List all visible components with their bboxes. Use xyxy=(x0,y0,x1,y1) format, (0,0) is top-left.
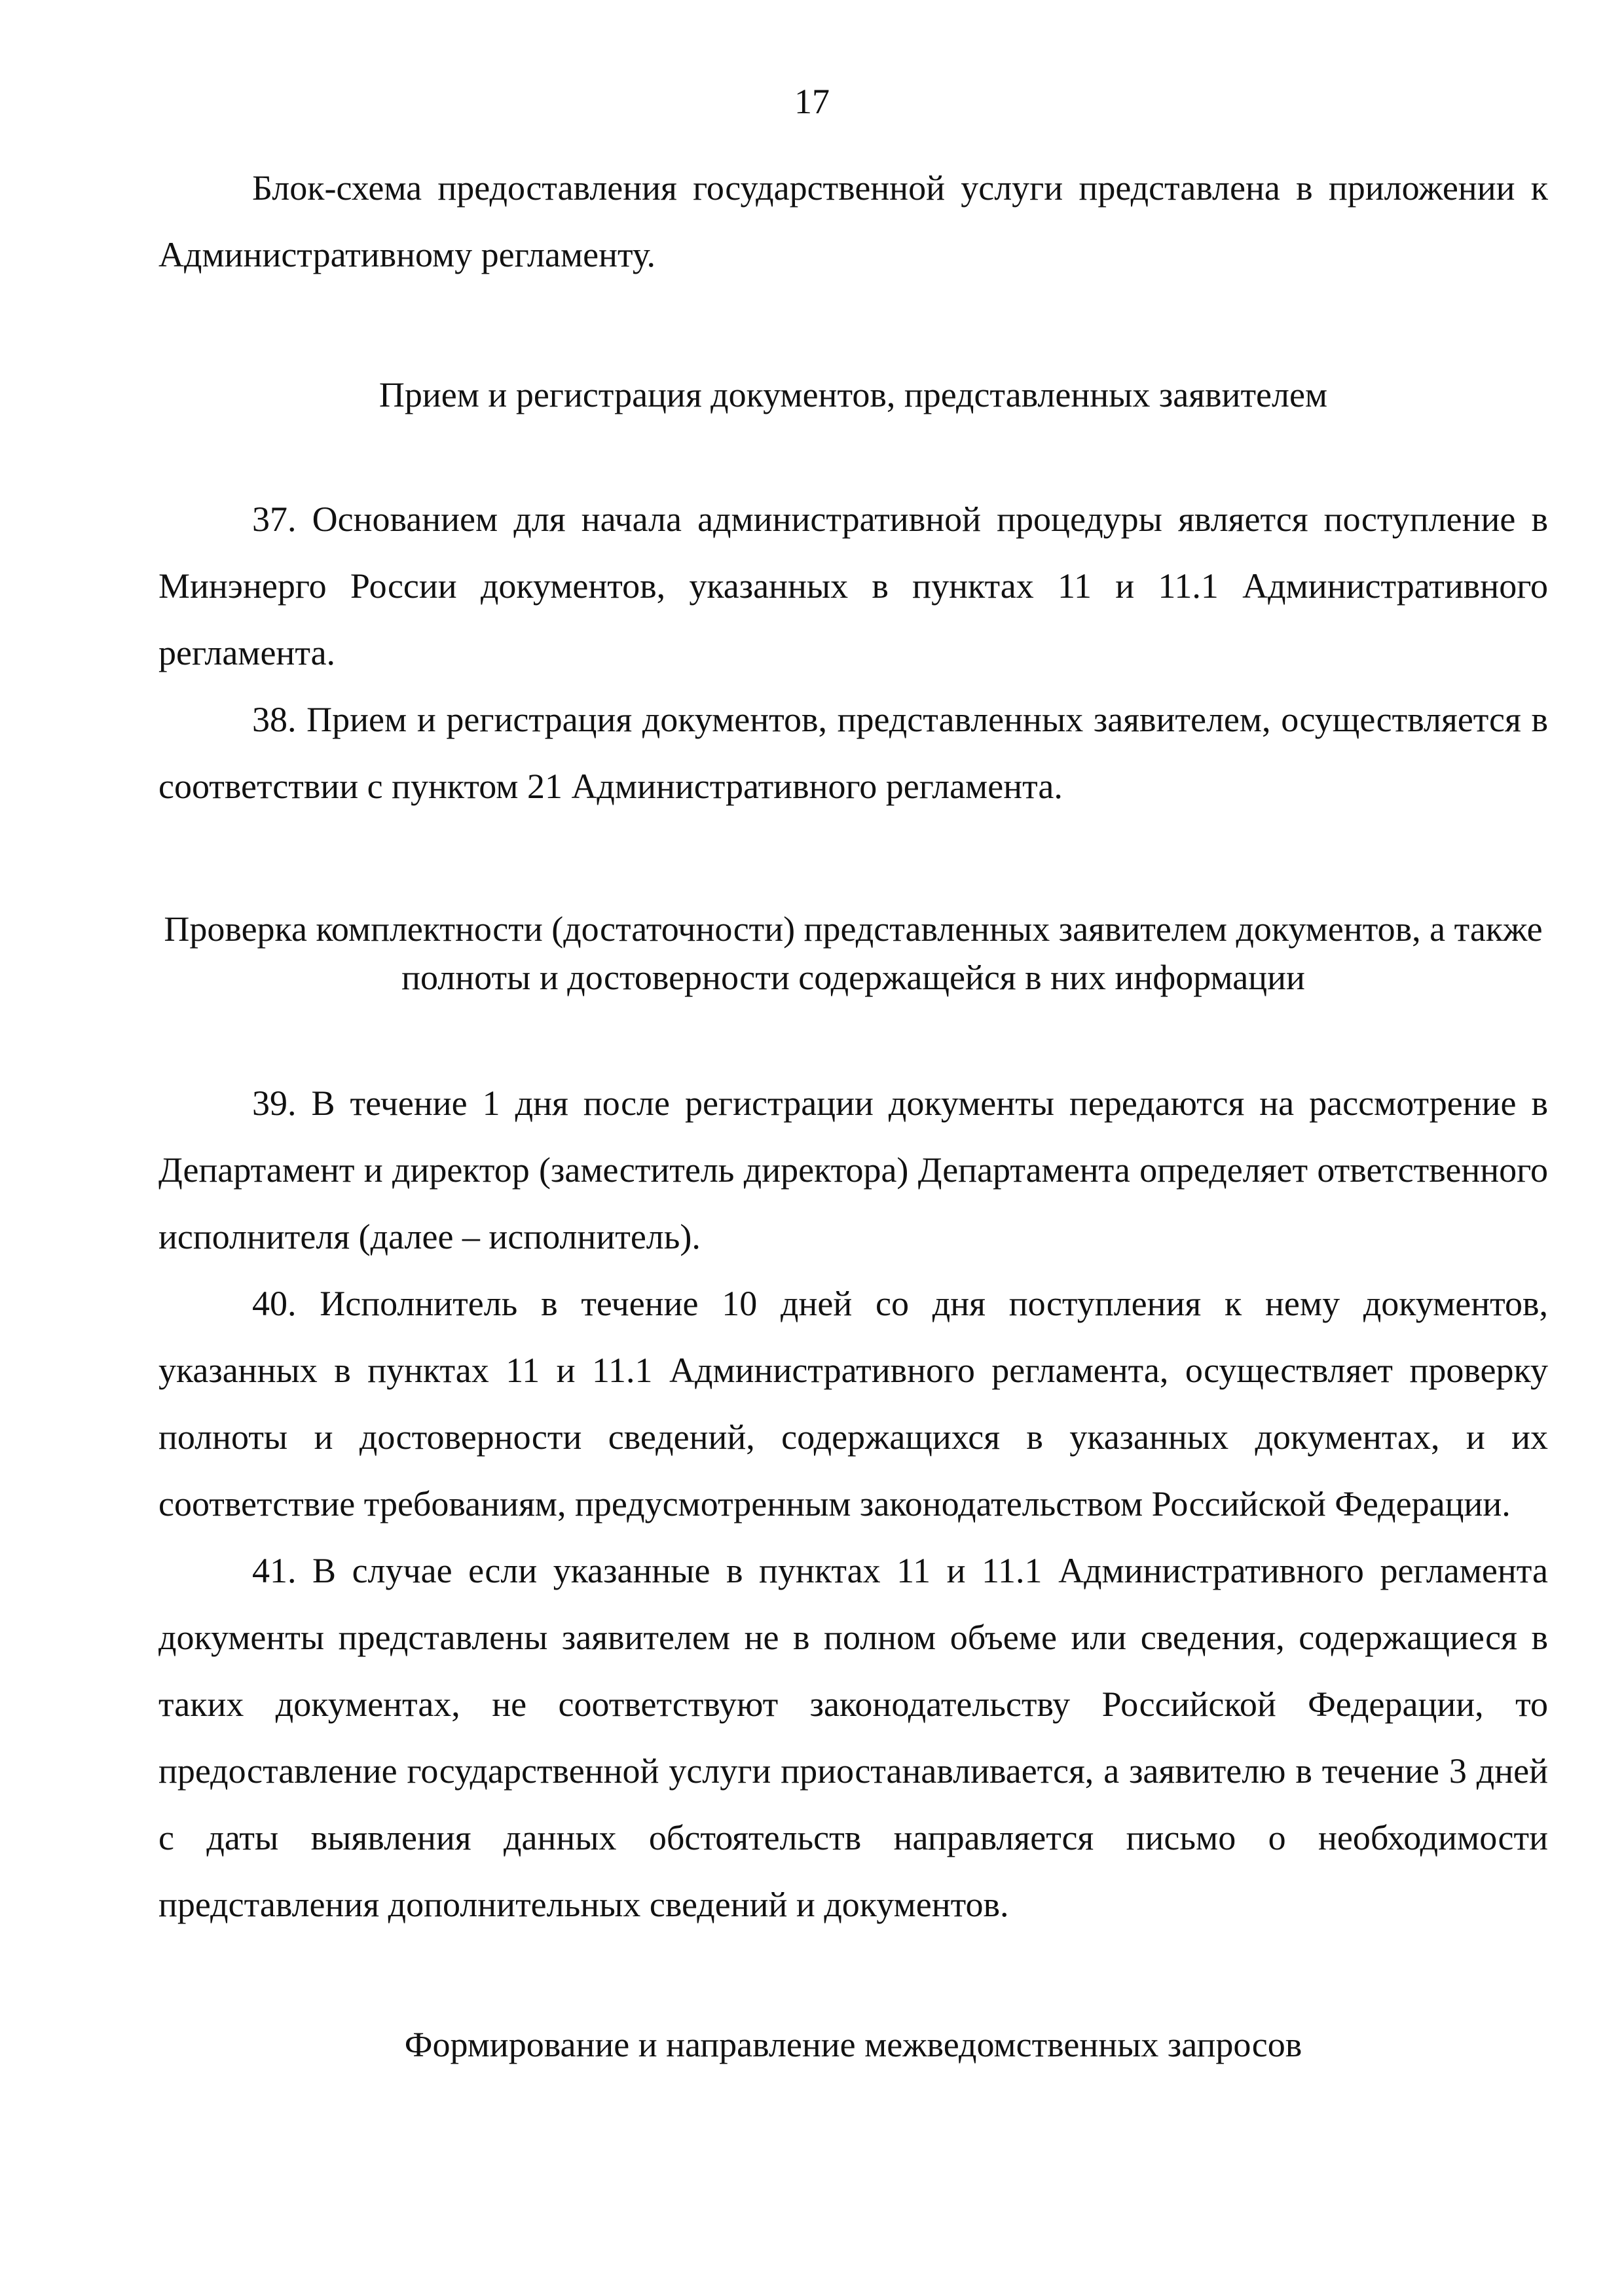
paragraph-41: 41. В случае если указанные в пунктах 11 и 11.1 Административного регламента документы представлены заявителем не в полном объеме или сведения, содержащиеся в таких документах, не соответствуют законодательству Российской Федерации, то предоставление государственной услуги приостанавливается, а заявителю в течение 3 дней с даты выявления данных обстоятельств направляется письмо о необходимости представления дополнительных сведений и документов. xyxy=(158,1551,1548,1924)
paragraph-38: 38. Прием и регистрация документов, представленных заявителем, осуществляется в соответствии с пунктом 21 Административного регламента. xyxy=(158,700,1548,806)
section-title-verification: Проверка комплектности (достаточности) представленных заявителем документов, а также полноты и достоверности содержащейся в них информации xyxy=(164,909,1543,997)
intro-paragraph: Блок-схема предоставления государственной услуги представлена в приложении к Административному регламенту. xyxy=(158,168,1548,274)
paragraph-39: 39. В течение 1 дня после регистрации документы передаются на рассмотрение в Департамент и директор (заместитель директора) Департамента определяет ответственного исполнителя (далее – исполнитель). xyxy=(158,1084,1548,1256)
paragraph-37: 37. Основанием для начала административной процедуры является поступление в Минэнерго России документов, указанных в пунктах 11 и 11.1 Административного регламента. xyxy=(158,500,1548,672)
document-body xyxy=(158,155,1548,2069)
page-number: 17 xyxy=(794,82,830,121)
section-title-reception: Прием и регистрация документов, представленных заявителем xyxy=(378,375,1328,414)
paragraph-40: 40. Исполнитель в течение 10 дней со дня поступления к нему документов, указанных в пунктах 11 и 11.1 Административного регламента, осуществляет проверку полноты и достоверности сведений, содержащихся в указанных документах, и их соответствие требованиям, предусмотренным законодательством Российской Федерации. xyxy=(158,1284,1548,1523)
section-title-interagency-requests: Формирование и направление межведомственных запросов xyxy=(404,2025,1302,2064)
